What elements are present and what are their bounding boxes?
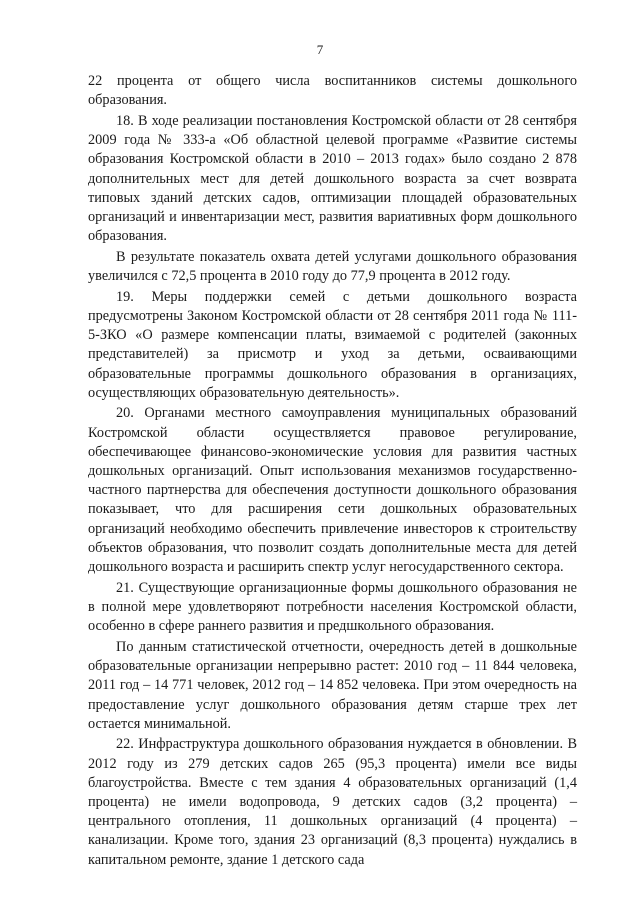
paragraph-queue-statistics: По данным статистической отчетности, очередность детей в дошкольные образовательные организации непрерывно растет: 2010 год – 11 844 человека, 2011 год – 14 771 человек, 2012 год – 14 852 человека. При этом очередность на предоставление услуг дошкольного образования детям старше трех лет остается минимальной.	[88, 638, 577, 732]
document-body	[88, 72, 577, 871]
page-number: 7	[316, 42, 324, 57]
paragraph-22: 22. Инфраструктура дошкольного образования нуждается в обновлении. В 2012 году из 279 детских садов 265 (95,3 процента) имели все виды благоустройства. Вместе с тем здания 4 образовательных организаций (1,4 процента) не имели водопровода, 9 детских садов (3,2 процента) – центрального отопления, 11 дошкольных организаций (4 процента) – канализации. Кроме того, здания 23 организаций (8,3 процента) нуждались в капитальном ремонте, здание 1 детского сада	[88, 736, 577, 868]
paragraph-20: 20. Органами местного самоуправления муниципальных образований Костромской области осуществляется правовое регулирование, обеспечивающее финансово-экономические условия для развития частных дошкольных организаций. Опыт использования механизмов государственно-частного партнерства для обеспечения доступности дошкольного образования показывает, что для расширения сети дошкольных образовательных организаций необходимо обеспечить привлечение инвесторов к строительству объектов образования, что позволит создать дополнительные места для детей дошкольного возраста и расширить спектр услуг негосударственного сектора.	[88, 405, 577, 576]
paragraph-21: 21. Существующие организационные формы дошкольного образования не в полной мере удовлетворяют потребности населения Костромской области, особенно в сфере раннего развития и предшкольного образования.	[88, 579, 577, 635]
paragraph-coverage-result: В результате показатель охвата детей услугами дошкольного образования увеличился с 72,5 процента в 2010 году до 77,9 процента в 2012 году.	[88, 248, 577, 285]
paragraph-continuation: 22 процента от общего числа воспитанников системы дошкольного образования.	[88, 73, 577, 109]
paragraph-18: 18. В ходе реализации постановления Костромской области от 28 сентября 2009 года № 333-а «Об областной целевой программе «Развитие системы образования Костромской области в 2010 – 2013 годах» было создано 2 878 дополнительных мест для детей дошкольного возраста за счет возврата типовых зданий детских садов, оптимизации площадей образовательных организаций и инвентаризации мест, развития вариативных форм дошкольного образования.	[88, 112, 577, 245]
paragraph-19: 19. Меры поддержки семей с детьми дошкольного возраста предусмотрены Законом Костромской области от 28 сентября 2011 года № 111-5-ЗКО «О размере компенсации платы, взимаемой с родителей (законных представителей) за присмотр и уход за детьми, осваивающими образовательные программы дошкольного образования в организациях, осуществляющих образовательную деятельность».	[88, 288, 577, 401]
